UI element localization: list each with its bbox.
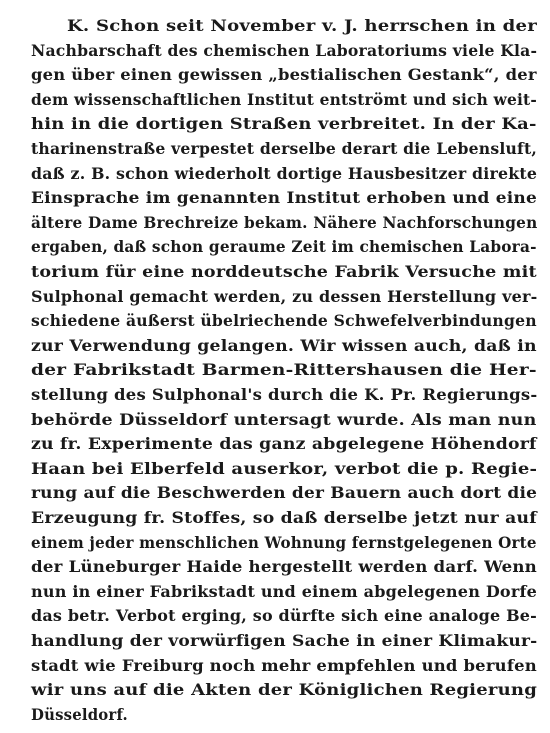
article-line: das betr. Verbot erging, so dürfte sich eine analoge Be- [31,606,537,626]
article-line: Erzeugung fr. Stoffes, so daß derselbe jetzt nur auf [31,508,537,527]
article-line: Düsseldorf. [31,704,128,724]
article-line: dem wissenschaftlichen Institut entströmt und sich weit- [31,89,537,109]
article-line: handlung der vorwürfigen Sache in einer Klimakur- [31,631,538,650]
article-line: Nachbarschaft des chemischen Laboratoriums viele Kla- [31,40,538,60]
article-line: Haan bei Elberfeld auserkor, verbot die p. Regie- [31,458,538,478]
article-line: rung auf die Beschwerden der Bauern auch dort die [31,483,538,503]
article-line: Einsprache im genannten Institut erhoben und eine [31,188,537,208]
article-line: wir uns auf die Akten der Königlichen Regierung [31,680,538,700]
article-line: behörde Düsseldorf untersagt wurde. Als man nun [31,409,537,429]
article-line: daß z. B. schon wiederholt dortige Hausbesitzer direkte [31,163,538,183]
article-line: Sulphonal gemacht werden, zu dessen Herstellung ver- [31,286,538,306]
article-line: torium für eine norddeutsche Fabrik Versuche mit [31,262,537,281]
article-line: einem jeder menschlichen Wohnung fernstgelegenen Orte [31,532,537,552]
article-line: ergaben, daß schon geraume Zeit im chemischen Labora- [31,237,537,257]
article-line: hin in die dortigen Straßen verbreitet. In der Ka- [31,114,537,134]
article-line: stadt wie Freiburg noch mehr empfehlen und berufen [31,655,537,675]
article-line: zur Verwendung gelangen. Wir wissen auch, daß in [31,335,537,355]
article-line: tharinenstraße verpestet derselbe derart die Lebensluft, [31,139,538,158]
article-line: nun in einer Fabrikstadt und einem abgelegenen Dorfe [31,581,537,601]
article-line: der Lüneburger Haide hergestellt werden darf. Wenn [31,557,537,577]
article-line: K. Schon seit November v. J. herrschen in der [67,16,537,35]
article-line: gen über einen gewissen „bestialischen Gestank“, der [31,65,537,85]
article-line: schiedene äußerst übelriechende Schwefelverbindungen [31,311,537,331]
article-line: der Fabrikstadt Barmen-Rittershausen die Her- [31,360,537,380]
article-line: ältere Dame Brechreize bekam. Nähere Nachforschungen [31,212,538,232]
article-line: stellung des Sulphonal's durch die K. Pr. Regierungs- [31,385,538,404]
article-line: zu fr. Experimente das ganz abgelegene Höhendorf [31,434,537,454]
